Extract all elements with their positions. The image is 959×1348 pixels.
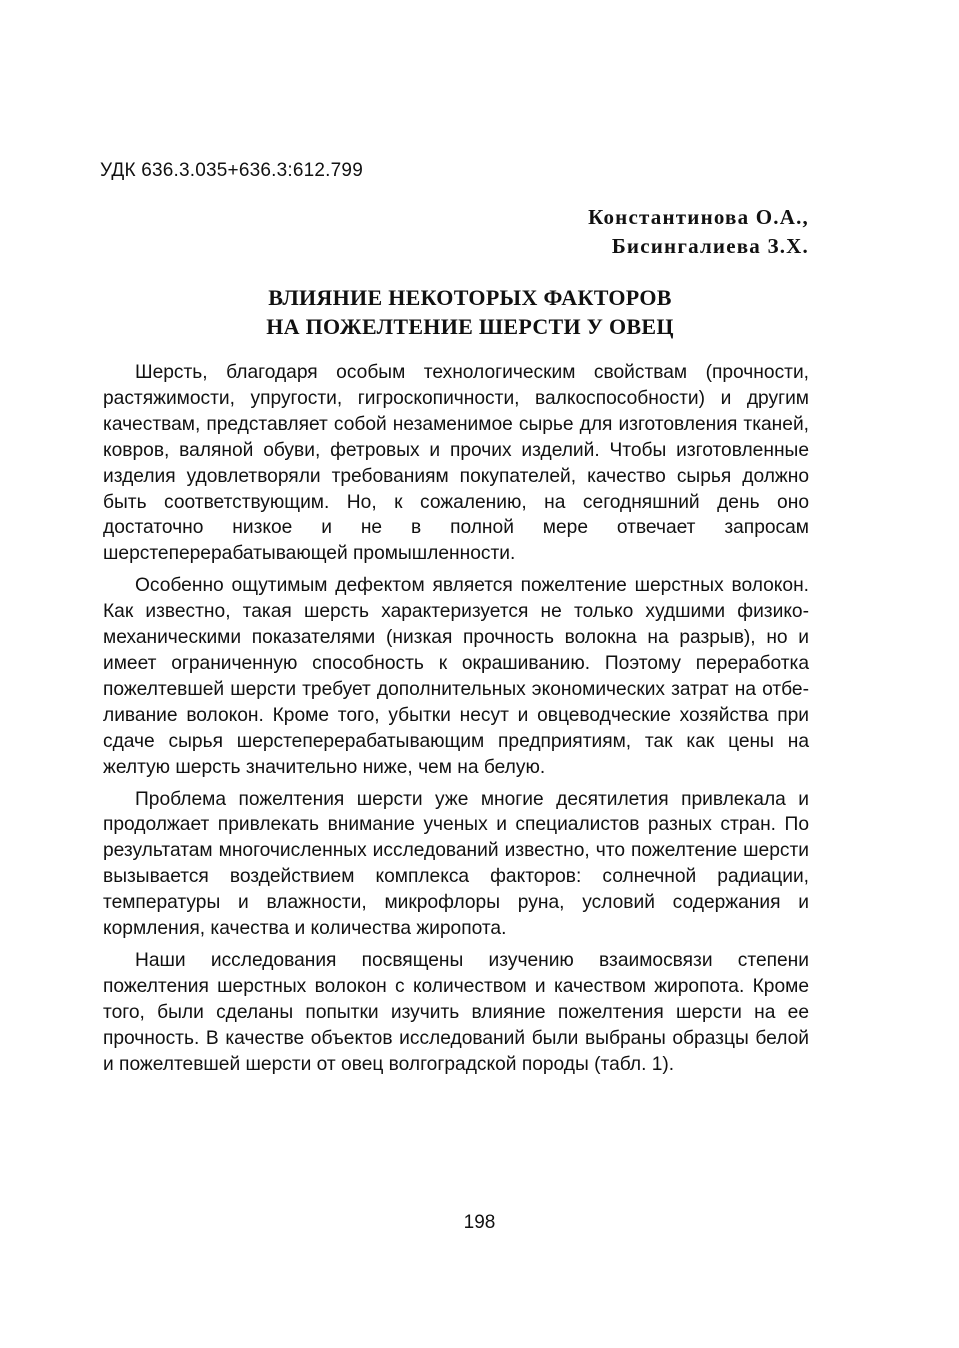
body-paragraph: Проблема пожелтения шерсти уже многие десятилетия привлекала и продолжает привлекать внимание ученых и специалистов разных стран. По результатам многочисленных исследований известно, что пожелтение шерсти вызывается воздействием комплекса факторов: солнечной радиации, температуры и влажности, микрофлоры руна, условий содержания и кормления, качества и количества жиропота.: [103, 788, 809, 940]
author-name: Бисингалиева З.Х.: [611, 234, 809, 258]
body-paragraph: Шерсть, благодаря особым технологическим свойствам (прочности, растяжимости, упругости, гигроскопичности, валкоспособности) и другим качествам, представляет собой незаменимое сырье для изготовления тканей, ковров, валяной обуви, фетровых и прочих изделий. Чтобы изготовленные изделия удовлетворяли требованиям покупателей, качество сырья должно быть соответствующим. Но, к сожалению, на сегодняшний день оно достаточно низкое и не в полной мере отвечает запросам шерстеперерабатывающей промышленности.: [103, 362, 809, 565]
article-body: [103, 360, 809, 1083]
title-line: ВЛИЯНИЕ НЕКОТОРЫХ ФАКТОРОВ: [268, 285, 672, 310]
author-name: Константинова О.А.,: [588, 205, 809, 229]
article-title: [120, 283, 820, 341]
authors-block: [588, 203, 809, 261]
body-paragraph: Особенно ощутимым дефектом является пожелтение шерстных волокон. Как известно, такая шерсть характеризуется не только худшими физико-механическими показателями (низкая прочность волокна на разрыв), но и имеет ограниченную способность к окрашиванию. Поэтому переработка пожелтевшей шерсти требует дополнительных экономических затрат на отбеливание волокон. Кроме того, убытки несут и овцеводческие хозяйства при сдаче сырья шерстеперерабатывающим предприятиям, так как цены на желтую шерсть значительно ниже, чем на белую.: [103, 575, 809, 778]
page-number: 198: [463, 1212, 496, 1233]
body-paragraph: Наши исследования посвящены изучению взаимосвязи степени пожелтения шерстных волокон с количеством и качеством жиропота. Кроме того, были сделаны попытки изучить влияние пожелтения шерсти на ее прочность. В качестве объектов исследований были выбраны образцы белой и пожелтевшей шерсти от овец волгоградской породы (табл. 1).: [103, 949, 809, 1075]
title-line: НА ПОЖЕЛТЕНИЕ ШЕРСТИ У ОВЕЦ: [266, 314, 674, 339]
udk-code: УДК 636.3.035+636.3:612.799: [100, 160, 363, 181]
